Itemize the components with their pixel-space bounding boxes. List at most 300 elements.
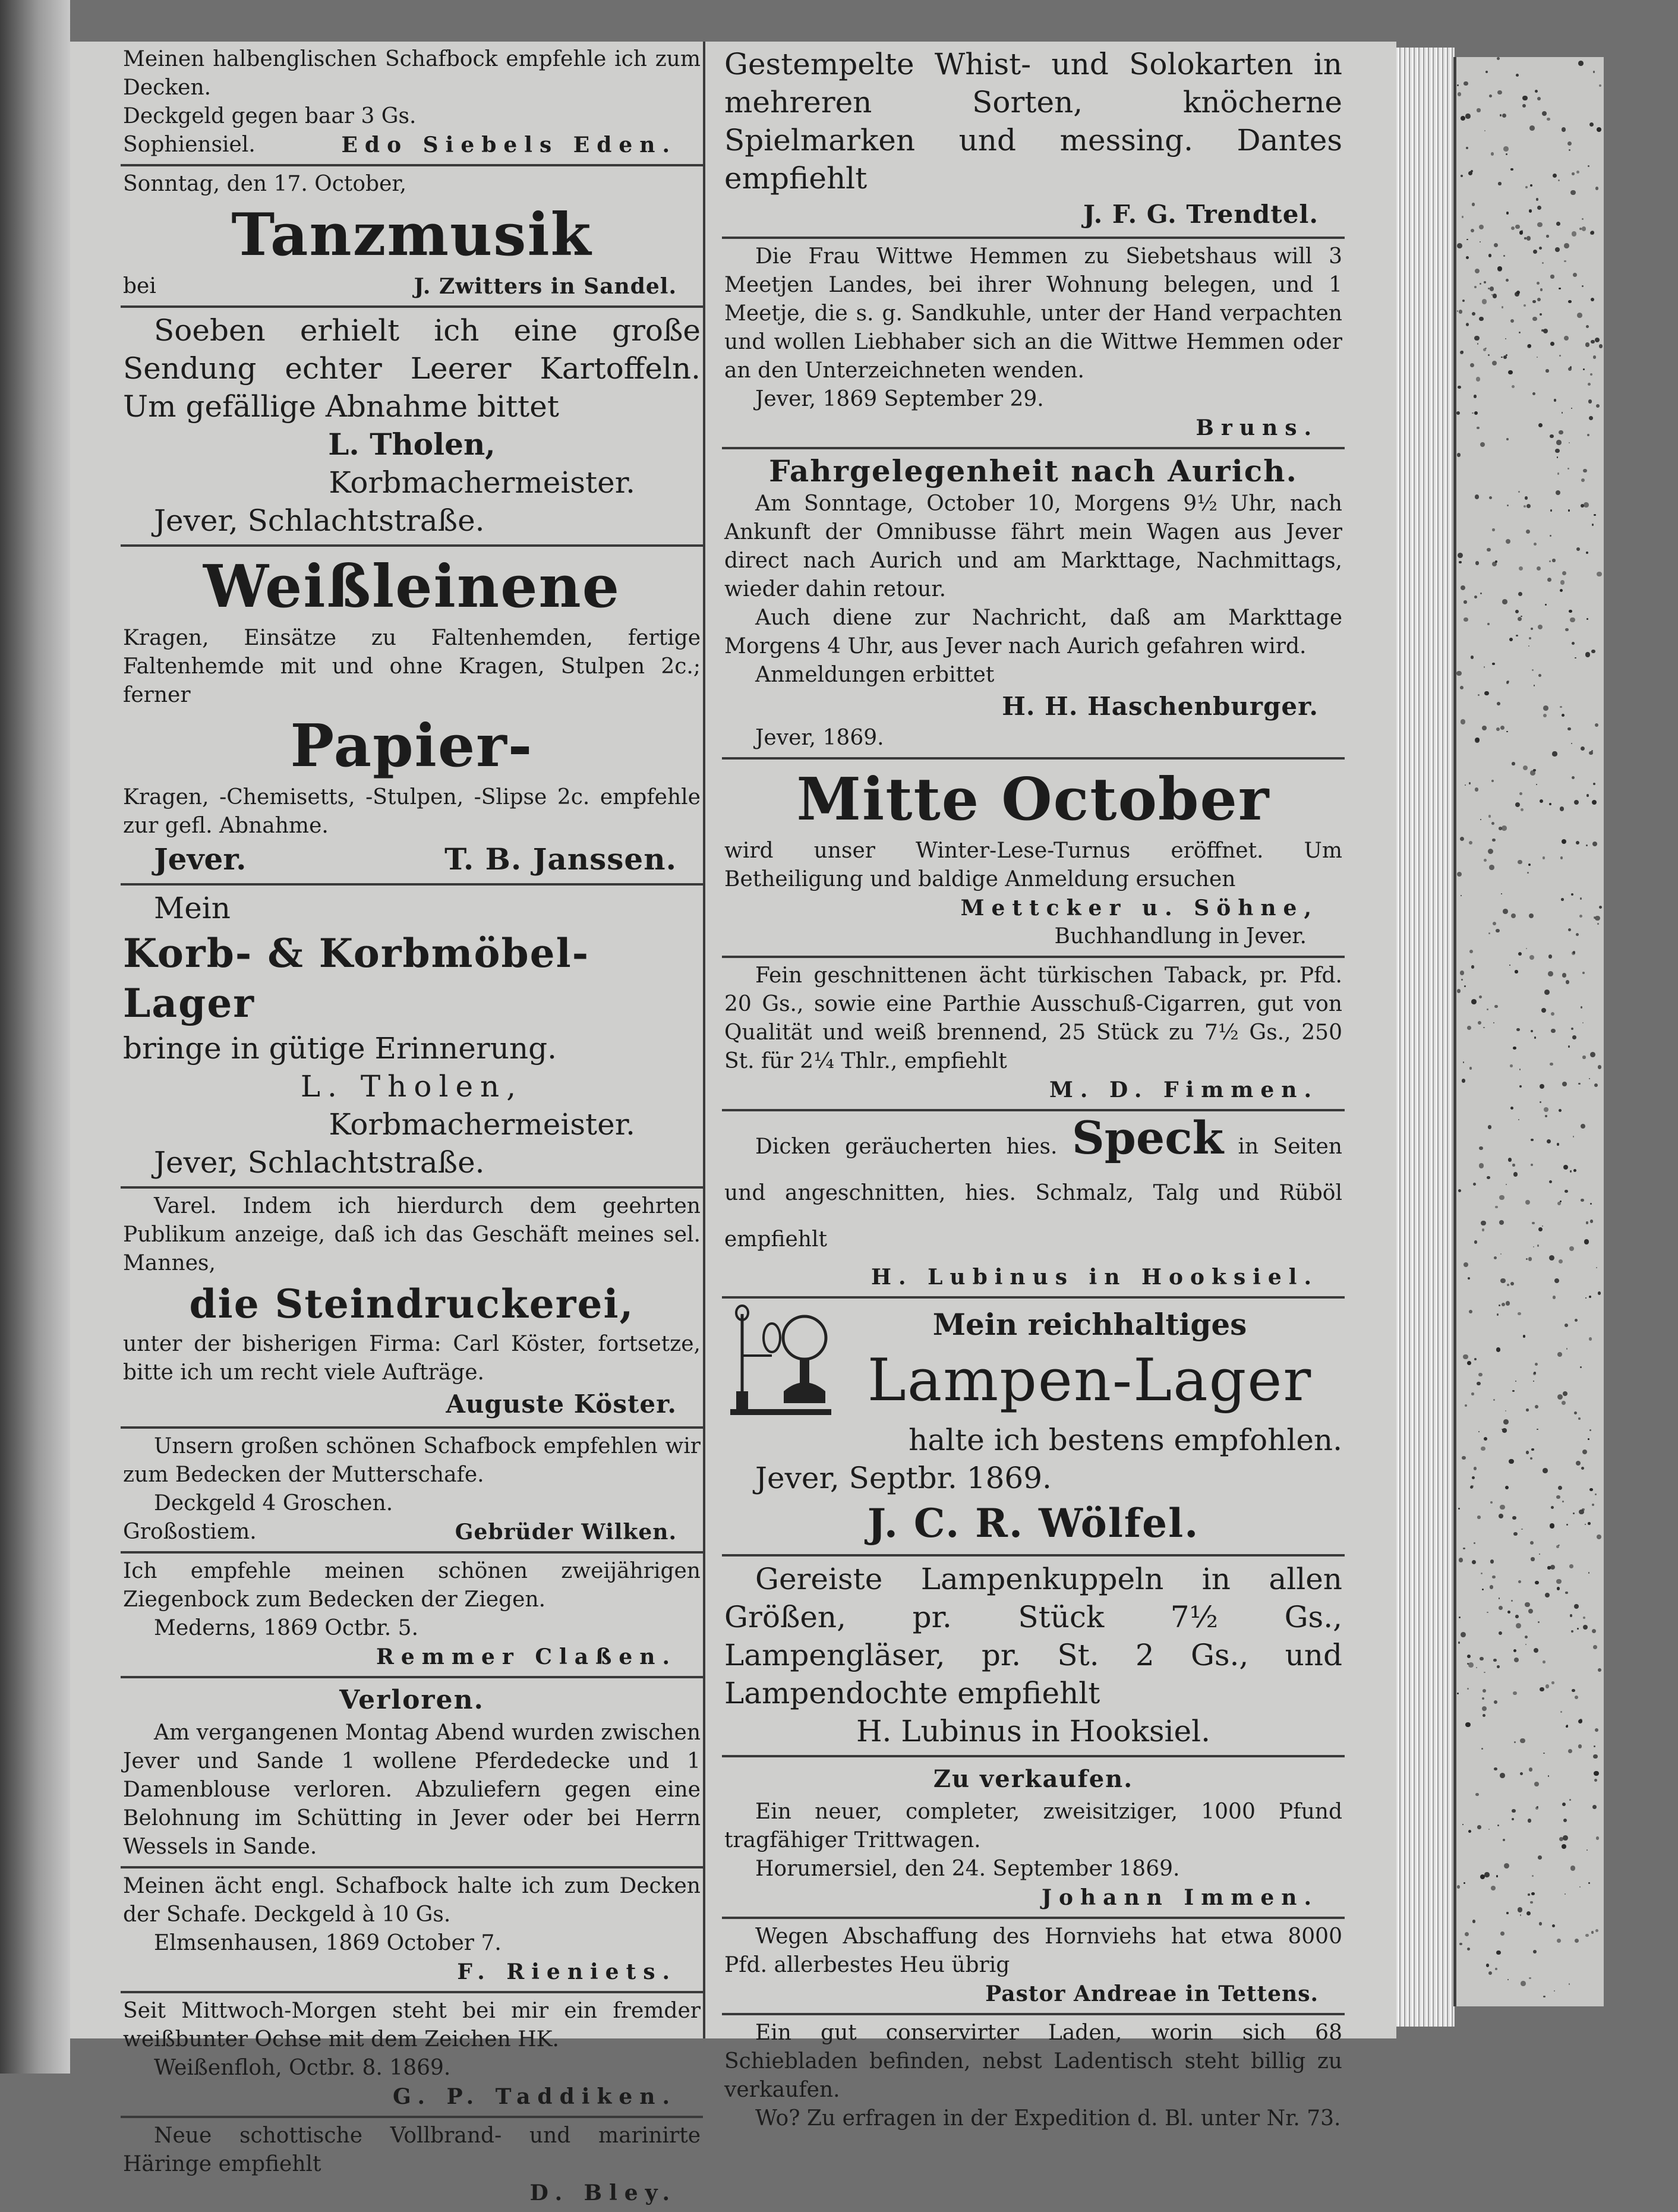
cover-speck: [1559, 430, 1563, 435]
cover-speck: [1541, 329, 1544, 332]
ad-text: Fein geschnittenen ächt türkischen Taback, pr. Pfd. 20 Gs., sowie eine Parthie Ausschuß-Cigarren, gut von Qualität und weiß brennend, 25 Stück zu 7½ Gs., 250 St. für 2¼ Thlr., empfiehlt: [724, 963, 1342, 1073]
ad-text-post: in Seiten und angeschnitten, hies. Schmalz, Talg und Rüböl empfiehlt: [724, 1135, 1342, 1252]
cover-speck: [1462, 1079, 1465, 1082]
ad-signature: Mettcker u. Söhne,: [960, 896, 1319, 921]
cover-speck: [1516, 1028, 1520, 1032]
cover-speck: [1595, 1728, 1598, 1732]
cover-speck: [1576, 547, 1580, 551]
cover-speck: [1458, 1189, 1461, 1192]
cover-speck: [1483, 1027, 1484, 1028]
cover-speck: [1509, 965, 1510, 966]
cover-speck: [1595, 916, 1600, 921]
cover-speck: [1488, 254, 1492, 257]
ad-dateline: Mederns, 1869 Octbr. 5.: [154, 1616, 419, 1640]
cover-speck: [1481, 1447, 1485, 1451]
cover-speck: [1572, 231, 1576, 236]
cover-speck: [1495, 1968, 1497, 1970]
cover-speck: [1472, 203, 1475, 206]
cover-speck: [1471, 999, 1477, 1004]
cover-speck: [1520, 1738, 1525, 1743]
cover-speck: [1527, 872, 1529, 874]
cover-speck: [1564, 336, 1569, 341]
ad-signature: F. Rieniets.: [457, 1959, 677, 1984]
cover-speck: [1522, 96, 1528, 101]
cover-speck: [1522, 104, 1526, 108]
cover-speck: [1484, 691, 1488, 695]
cover-speck: [1568, 1749, 1572, 1753]
ad-title: Korbmachermeister.: [329, 465, 635, 500]
cover-speck: [1545, 1593, 1550, 1597]
cover-speck: [1593, 783, 1596, 786]
cover-speck: [1562, 973, 1567, 978]
cover-speck: [1567, 468, 1569, 470]
cover-speck: [1565, 628, 1569, 632]
ad-headline: Tanzmusik: [231, 201, 592, 269]
ad-signature: Johann Immen.: [1041, 1885, 1319, 1910]
cover-speck: [1550, 1565, 1555, 1570]
cover-speck: [1495, 1206, 1498, 1209]
cover-speck: [1483, 1714, 1485, 1717]
cover-speck: [1502, 306, 1504, 308]
cover-speck: [1504, 1863, 1509, 1868]
ad-korb-lager: [121, 886, 703, 1189]
ad-whistkarten: [722, 42, 1345, 239]
cover-speck: [1516, 635, 1518, 637]
cover-speck: [1595, 723, 1599, 727]
cover-speck: [1478, 694, 1480, 696]
cover-speck: [1562, 1803, 1566, 1806]
cover-speck: [1550, 1523, 1554, 1528]
cover-speck: [1588, 1522, 1591, 1525]
cover-speck: [1582, 1022, 1584, 1023]
cover-speck: [1457, 872, 1462, 877]
cover-speck: [1487, 1612, 1488, 1614]
cover-speck: [1471, 1392, 1474, 1395]
cover-speck: [1568, 1045, 1570, 1047]
cover-speck: [1463, 1354, 1468, 1359]
cover-speck: [1500, 1773, 1505, 1778]
cover-speck: [1570, 617, 1575, 622]
cover-speck: [1457, 1885, 1461, 1889]
ad-tabak: [722, 958, 1345, 1111]
cover-speck: [1458, 386, 1461, 389]
cover-speck: [1515, 292, 1519, 297]
cover-speck: [1569, 610, 1572, 613]
book-cover: [1453, 57, 1604, 2006]
cover-speck: [1554, 1278, 1559, 1283]
cover-speck: [1480, 1874, 1485, 1879]
cover-speck: [1509, 638, 1513, 641]
cover-speck: [1493, 1022, 1494, 1023]
cover-speck: [1530, 1457, 1532, 1460]
cover-speck: [1500, 726, 1504, 730]
cover-speck: [1457, 453, 1461, 457]
cover-speck: [1558, 179, 1560, 182]
cover-speck: [1554, 1990, 1555, 1992]
cover-speck: [1549, 1180, 1552, 1183]
cover-speck: [1526, 236, 1531, 241]
cover-speck: [1560, 856, 1563, 859]
ad-ziegenbock: [121, 1554, 703, 1678]
cover-speck: [1503, 909, 1508, 914]
cover-speck: [1482, 299, 1487, 304]
cover-speck: [1532, 392, 1535, 395]
cover-speck: [1473, 1183, 1476, 1186]
cover-speck: [1471, 1485, 1473, 1488]
ad-speck: [722, 1111, 1345, 1299]
cover-speck: [1510, 168, 1513, 171]
cover-speck: [1494, 1005, 1498, 1009]
cover-speck: [1592, 800, 1597, 805]
cover-speck: [1476, 377, 1481, 382]
cover-speck: [1463, 617, 1468, 622]
right-column: [703, 42, 1345, 2131]
cover-speck: [1496, 929, 1499, 932]
cover-speck: [1474, 395, 1477, 398]
ad-text-2: Auch diene zur Nachricht, daß am Markttage Morgens 4 Uhr, aus Jever nach Aurich gefahren wird.: [724, 606, 1342, 658]
ad-signature: D. Bley.: [529, 2181, 677, 2205]
cover-speck: [1465, 1722, 1470, 1727]
cover-speck: [1477, 343, 1479, 345]
cover-speck: [1581, 1467, 1584, 1470]
cover-speck: [1491, 780, 1494, 782]
cover-speck: [1477, 427, 1479, 429]
cover-speck: [1510, 1282, 1514, 1285]
cover-speck: [1462, 300, 1465, 302]
cover-speck: [1480, 442, 1485, 448]
book-spine: [0, 0, 70, 2074]
cover-speck: [1557, 456, 1559, 458]
cover-speck: [1482, 726, 1487, 730]
cover-speck: [1505, 338, 1506, 339]
cover-speck: [1482, 1697, 1484, 1700]
cover-speck: [1475, 738, 1480, 742]
ad-headline: Weißleinene: [203, 553, 621, 621]
cover-speck: [1501, 893, 1503, 895]
cover-speck: [1464, 985, 1466, 987]
cover-speck: [1535, 90, 1538, 93]
cover-speck: [1462, 1456, 1466, 1460]
cover-speck: [1474, 1358, 1477, 1360]
cover-speck: [1511, 226, 1515, 230]
cover-speck: [1457, 310, 1458, 311]
ad-signature: Gebrüder Wilken.: [455, 1520, 677, 1545]
cover-speck: [1481, 1221, 1485, 1225]
cover-speck: [1596, 404, 1600, 408]
cover-speck: [1553, 174, 1557, 178]
cover-speck: [1492, 663, 1495, 666]
cover-speck: [1524, 505, 1526, 508]
cover-speck: [1529, 637, 1531, 639]
cover-speck: [1505, 1486, 1509, 1489]
ad-text: Gestempelte Whist- und Solokarten in mehreren Sorten, knöcherne Spielmarken und messing. Dantes empfiehlt: [724, 47, 1342, 196]
cover-speck: [1532, 317, 1537, 321]
cover-speck: [1502, 599, 1507, 604]
cover-speck: [1537, 1429, 1538, 1430]
cover-speck: [1581, 1006, 1582, 1008]
cover-speck: [1553, 1296, 1556, 1299]
cover-speck: [1531, 1164, 1533, 1166]
cover-speck: [1549, 560, 1551, 562]
cover-speck: [1474, 1542, 1475, 1544]
ad-schafbock-rieniets: [121, 1868, 703, 1993]
cover-speck: [1584, 1239, 1589, 1244]
cover-speck: [1577, 313, 1582, 318]
cover-speck: [1580, 1366, 1582, 1368]
cover-speck: [1463, 81, 1468, 86]
cover-speck: [1458, 1508, 1460, 1510]
cover-speck: [1497, 1825, 1499, 1826]
cover-speck: [1459, 310, 1463, 314]
ad-place: Großostiem.: [123, 1520, 257, 1544]
cover-speck: [1469, 782, 1471, 784]
cover-speck: [1537, 97, 1541, 100]
cover-speck: [1589, 1296, 1591, 1298]
cover-speck: [1594, 1083, 1598, 1087]
cover-speck: [1567, 141, 1572, 146]
cover-speck: [1512, 1516, 1516, 1520]
cover-speck: [1582, 226, 1586, 231]
cover-speck: [1582, 1055, 1585, 1058]
cover-speck: [1575, 657, 1576, 658]
cover-speck: [1458, 92, 1462, 96]
cover-speck: [1543, 1753, 1544, 1754]
cover-speck: [1519, 792, 1522, 795]
cover-speck: [1499, 1606, 1503, 1610]
cover-speck: [1516, 1623, 1521, 1628]
ad-headline: Fahrgelegenheit nach Aurich.: [769, 453, 1298, 489]
cover-speck: [1582, 285, 1584, 287]
cover-speck: [1572, 1689, 1575, 1693]
cover-speck: [1507, 1284, 1509, 1286]
cover-speck: [1460, 837, 1464, 841]
cover-speck: [1465, 784, 1466, 786]
cover-speck: [1589, 416, 1593, 420]
cover-speck: [1574, 800, 1579, 805]
cover-speck: [1573, 1136, 1575, 1137]
cover-speck: [1543, 1660, 1545, 1663]
cover-speck: [1565, 1893, 1566, 1895]
cover-speck: [1550, 1063, 1553, 1066]
cover-speck: [1521, 616, 1522, 617]
cover-speck: [1457, 243, 1462, 248]
cover-speck: [1503, 146, 1509, 152]
cover-speck: [1477, 108, 1480, 112]
cover-speck: [1542, 262, 1544, 264]
ad-line: Mein reichhaltiges: [932, 1307, 1247, 1342]
cover-speck: [1543, 1996, 1545, 1998]
cover-speck: [1459, 561, 1461, 563]
cover-speck: [1488, 1829, 1490, 1830]
cover-speck: [1576, 841, 1579, 845]
cover-speck: [1548, 954, 1553, 959]
ad-text: Seit Mittwoch-Morgen steht bei mir ein fremder weißbunter Ochse mit dem Zeichen HK.: [123, 1999, 701, 2052]
cover-speck: [1496, 1875, 1498, 1877]
cover-speck: [1499, 1220, 1503, 1224]
cover-speck: [1581, 746, 1585, 751]
cover-speck: [1462, 216, 1463, 218]
ad-date: Sonntag, den 17. October,: [123, 172, 407, 196]
cover-speck: [1579, 915, 1582, 918]
cover-speck: [1472, 1476, 1475, 1479]
ad-signature: J. C. R. Wölfel.: [867, 1500, 1200, 1546]
cover-speck: [1518, 1907, 1523, 1912]
cover-speck: [1458, 553, 1463, 558]
cover-speck: [1492, 562, 1497, 566]
cover-speck: [1588, 1882, 1590, 1884]
cover-speck: [1506, 539, 1510, 544]
ad-text: Gereiste Lampenkuppeln in allen Größen, pr. Stück 7½ Gs., Lampengläser, pr. St. 2 Gs., und Lampendochte empfiehlt: [724, 1562, 1342, 1710]
cover-speck: [1549, 803, 1551, 805]
cover-speck: [1487, 1176, 1490, 1180]
cover-speck: [1576, 171, 1579, 174]
cover-speck: [1494, 1256, 1497, 1259]
cover-speck: [1475, 494, 1479, 499]
ad-dateline: Elmsenhausen, 1869 October 7.: [154, 1931, 501, 1955]
cover-speck: [1562, 839, 1566, 844]
cover-speck: [1487, 1009, 1488, 1010]
cover-speck: [1493, 1659, 1496, 1662]
ad-dateline: Jever, 1869 September 29.: [755, 387, 1044, 411]
cover-speck: [1508, 1158, 1512, 1162]
cover-speck: [1573, 273, 1577, 277]
cover-speck: [1583, 469, 1586, 472]
cover-speck: [1506, 279, 1509, 282]
cover-speck: [1512, 762, 1515, 765]
cover-speck: [1598, 1291, 1601, 1295]
cover-speck: [1521, 1981, 1526, 1986]
cover-speck: [1472, 1560, 1476, 1564]
ad-address: Jever, Schlachtstraße.: [154, 1145, 485, 1180]
cover-speck: [1506, 153, 1507, 155]
cover-speck: [1572, 776, 1575, 779]
ad-text-3: Anmeldungen erbittet: [755, 663, 995, 687]
cover-speck: [1461, 175, 1463, 177]
cover-speck: [1499, 1304, 1500, 1306]
cover-speck: [1462, 1824, 1463, 1825]
cover-speck: [1565, 1190, 1568, 1193]
cover-speck: [1492, 839, 1495, 842]
cover-speck: [1515, 802, 1520, 807]
cover-speck: [1550, 434, 1553, 438]
cover-speck: [1529, 955, 1534, 960]
cover-speck: [1518, 617, 1522, 621]
cover-speck: [1569, 1246, 1575, 1252]
cover-speck: [1468, 1662, 1474, 1668]
cover-speck: [1461, 979, 1463, 981]
cover-speck: [1591, 340, 1595, 344]
cover-speck: [1499, 827, 1502, 830]
cover-speck: [1564, 260, 1566, 263]
cover-speck: [1460, 970, 1465, 975]
cover-speck: [1467, 1655, 1471, 1658]
cover-speck: [1593, 355, 1597, 359]
cover-speck: [1521, 808, 1524, 811]
cover-speck: [1537, 282, 1540, 285]
ad-schafbock-wilken: [121, 1429, 703, 1554]
cover-speck: [1525, 186, 1528, 188]
cover-speck: [1502, 114, 1506, 118]
cover-speck: [1512, 385, 1515, 388]
cover-speck: [1506, 731, 1507, 732]
cover-speck: [1513, 1047, 1516, 1050]
cover-speck: [1562, 412, 1563, 413]
cover-speck: [1530, 1541, 1534, 1545]
cover-speck: [1538, 1227, 1543, 1231]
cover-speck: [1539, 1554, 1540, 1555]
cover-speck: [1540, 799, 1543, 803]
cover-speck: [1540, 288, 1543, 291]
ad-headline: Lampen-Lager: [867, 1347, 1313, 1414]
cover-speck: [1467, 1948, 1470, 1951]
cover-speck: [1589, 1488, 1593, 1492]
ad-title: Korbmachermeister.: [329, 1107, 635, 1142]
cover-speck: [1461, 1632, 1466, 1637]
cover-speck: [1497, 1665, 1500, 1668]
cover-speck: [1586, 845, 1588, 846]
cover-speck: [1508, 370, 1513, 375]
cover-speck: [1482, 1589, 1484, 1590]
cover-speck: [1567, 727, 1570, 730]
ad-address: Jever, Schlachtstraße.: [154, 503, 485, 538]
ad-signature: Remmer Claßen.: [376, 1644, 677, 1669]
cover-speck: [1560, 580, 1565, 584]
ad-signature: Pastor Andreae in Tettens.: [985, 1981, 1319, 2006]
cover-speck: [1529, 209, 1531, 212]
cover-speck: [1558, 1486, 1562, 1490]
ad-headline: Korb- & Korbmöbel-Lager: [123, 930, 590, 1026]
cover-speck: [1484, 666, 1485, 668]
cover-speck: [1494, 1700, 1497, 1704]
cover-speck: [1530, 770, 1535, 776]
cover-speck: [1588, 1438, 1589, 1440]
ad-signature: J. Zwitters in Sandel.: [414, 274, 677, 299]
cover-speck: [1568, 367, 1572, 371]
cover-speck: [1531, 628, 1533, 630]
cover-speck: [1538, 1855, 1542, 1860]
cover-speck: [1511, 1600, 1513, 1602]
cover-speck: [1563, 1391, 1567, 1396]
cover-speck: [1485, 71, 1488, 73]
cover-speck: [1538, 625, 1543, 629]
cover-speck: [1488, 1125, 1492, 1129]
cover-speck: [1482, 1228, 1484, 1231]
cover-speck: [1501, 357, 1502, 358]
cover-speck: [1458, 1641, 1460, 1643]
cover-speck: [1581, 1124, 1585, 1129]
cover-speck: [1552, 1924, 1555, 1927]
ad-text: Wegen Abschaffung des Hornviehs hat etwa 8000 Pfd. allerbestes Heu übrig: [724, 1924, 1342, 1977]
ad-text-2: Wo? Zu erfragen in der Expedition d. Bl. unter Nr. 73.: [755, 2106, 1341, 2131]
cover-speck: [1502, 825, 1507, 831]
cover-speck: [1506, 1301, 1510, 1305]
cover-speck: [1498, 182, 1501, 185]
ad-line: Mein: [154, 891, 231, 925]
cover-speck: [1488, 815, 1491, 818]
cover-speck: [1514, 1658, 1519, 1662]
cover-speck: [1490, 1585, 1493, 1589]
cover-speck: [1491, 152, 1494, 156]
cover-speck: [1579, 1886, 1581, 1888]
cover-speck: [1569, 149, 1570, 151]
cover-speck: [1529, 1767, 1533, 1772]
cover-speck: [1468, 1277, 1470, 1280]
cover-speck: [1471, 170, 1473, 172]
cover-speck: [1545, 369, 1548, 372]
cover-speck: [1533, 250, 1537, 254]
cover-speck: [1586, 1221, 1588, 1224]
ad-trittwagen: [722, 1757, 1345, 1919]
